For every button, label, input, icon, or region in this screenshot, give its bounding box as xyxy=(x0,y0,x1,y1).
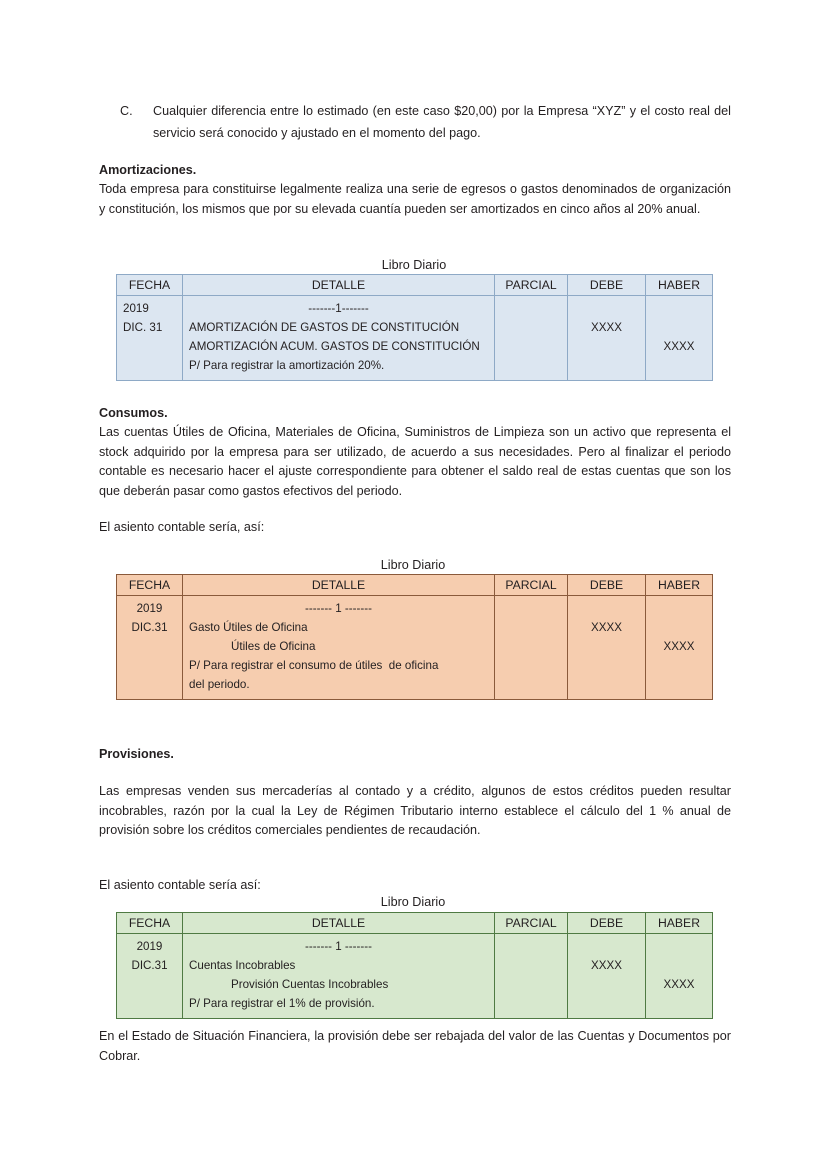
entry-separator: ------- 1 ------- xyxy=(305,602,372,615)
fecha-day: DIC.31 xyxy=(131,621,168,634)
column-header-debe: DEBE xyxy=(568,913,646,934)
column-header-haber: HABER xyxy=(646,575,713,596)
paragraph-consumos: Las cuentas Útiles de Oficina, Materiales de Oficina, Suministros de Limpieza son un activo que representa el stock adquirido por la empresa para ser utilizado, de acuerdo a sus necesidades. Pero al finalizar el periodo contable es necesario hacer el ajuste correspondiente para obtener el saldo real de estas cuentas que son los que deberán pasar como gastos efectivos del periodo. xyxy=(99,425,731,498)
entry-debit-account: Gasto Útiles de Oficina xyxy=(189,621,308,634)
ledger-table-3 xyxy=(116,912,713,1019)
cell-debe xyxy=(568,296,646,381)
column-header-haber: HABER xyxy=(646,275,713,296)
column-header-debe: DEBE xyxy=(568,575,646,596)
cell-detalle xyxy=(183,596,495,700)
entry-debit-account: AMORTIZACIÓN DE GASTOS DE CONSTITUCIÓN xyxy=(189,321,460,334)
entry-credit-account: Útiles de Oficina xyxy=(231,640,316,653)
table-header-row xyxy=(117,913,713,934)
entry-memo: P/ Para registrar la amortización 20%. xyxy=(189,359,385,372)
fecha-year: 2019 xyxy=(136,940,163,953)
table-row xyxy=(117,596,713,700)
column-header-parcial: PARCIAL xyxy=(495,275,568,296)
column-header-parcial: PARCIAL xyxy=(495,575,568,596)
column-header-parcial: PARCIAL xyxy=(495,913,568,934)
cell-fecha xyxy=(117,596,183,700)
list-item-text: Cualquier diferencia entre lo estimado (en este caso $20,00) por la Empresa “XYZ” y el costo real del servicio será conocido y ajustado en el momento del pago. xyxy=(153,104,731,140)
fecha-day: DIC. 31 xyxy=(123,321,163,334)
cell-debe xyxy=(568,596,646,700)
cell-detalle xyxy=(183,934,495,1019)
entry-memo: P/ Para registrar el consumo de útiles de oficina xyxy=(189,659,439,672)
column-header-haber: HABER xyxy=(646,913,713,934)
heading-amortizaciones: Amortizaciones. xyxy=(99,163,197,177)
column-header-detalle: DETALLE xyxy=(183,275,495,296)
column-header-debe: DEBE xyxy=(568,275,646,296)
cell-parcial xyxy=(495,596,568,700)
column-header-fecha: FECHA xyxy=(117,275,183,296)
table-header-row xyxy=(117,575,713,596)
cell-haber xyxy=(646,296,713,381)
debe-value: XXXX xyxy=(591,959,622,972)
heading-provisiones: Provisiones. xyxy=(99,747,174,761)
ledger-table-1 xyxy=(116,274,713,381)
cell-parcial xyxy=(495,934,568,1019)
fecha-year: 2019 xyxy=(136,602,163,615)
heading-consumos: Consumos. xyxy=(99,406,168,420)
table-header-row xyxy=(117,275,713,296)
entry-credit-account: AMORTIZACIÓN ACUM. GASTOS DE CONSTITUCIÓN xyxy=(189,340,480,353)
cell-fecha xyxy=(117,296,183,381)
list-item-c xyxy=(120,100,731,144)
column-header-detalle: DETALLE xyxy=(183,575,495,596)
cell-parcial xyxy=(495,296,568,381)
cell-detalle xyxy=(183,296,495,381)
ledger-table-2 xyxy=(116,574,713,700)
cell-haber xyxy=(646,596,713,700)
column-header-detalle: DETALLE xyxy=(183,913,495,934)
cell-haber xyxy=(646,934,713,1019)
entry-memo-cont: del periodo. xyxy=(189,678,250,691)
entry-debit-account: Cuentas Incobrables xyxy=(189,959,296,972)
table-row xyxy=(117,296,713,381)
cell-debe xyxy=(568,934,646,1019)
cell-fecha xyxy=(117,934,183,1019)
haber-value: XXXX xyxy=(663,340,695,353)
entry-separator: -------1------- xyxy=(308,302,369,315)
entry-memo: P/ Para registrar el 1% de provisión. xyxy=(189,997,375,1010)
lead-in-consumos: El asiento contable sería, así: xyxy=(99,520,265,534)
paragraph-amortizaciones: Toda empresa para constituirse legalmente realiza una serie de egresos o gastos denominados de organización y constitución, los mismos que por su elevada cuantía pueden ser amortizados en cinco años al 20% anual. xyxy=(99,182,731,216)
haber-value: XXXX xyxy=(663,640,695,653)
paragraph-closing: En el Estado de Situación Financiera, la provisión debe ser rebajada del valor de las Cuentas y Documentos por Cobrar. xyxy=(99,1029,731,1063)
column-header-fecha: FECHA xyxy=(117,575,183,596)
list-item-marker: C. xyxy=(120,104,133,118)
lead-in-provisiones: El asiento contable sería así: xyxy=(99,878,261,892)
entry-credit-account: Provisión Cuentas Incobrables xyxy=(231,978,389,991)
ledger-title-3: Libro Diario xyxy=(380,895,446,909)
fecha-day: DIC.31 xyxy=(131,959,168,972)
debe-value: XXXX xyxy=(591,621,622,634)
haber-value: XXXX xyxy=(663,978,695,991)
debe-value: XXXX xyxy=(591,321,622,334)
ledger-title-1: Libro Diario xyxy=(381,258,447,272)
table-row xyxy=(117,934,713,1019)
ledger-title-2: Libro Diario xyxy=(380,558,446,572)
fecha-year: 2019 xyxy=(123,302,149,315)
entry-separator: ------- 1 ------- xyxy=(305,940,372,953)
paragraph-provisiones: Las empresas venden sus mercaderías al contado y a crédito, algunos de estos créditos pueden resultar incobrables, razón por la cual la Ley de Régimen Tributario interno establece el cálculo del 1 % anual de provisión sobre los créditos comerciales pendientes de recaudación. xyxy=(99,784,731,838)
column-header-fecha: FECHA xyxy=(117,913,183,934)
